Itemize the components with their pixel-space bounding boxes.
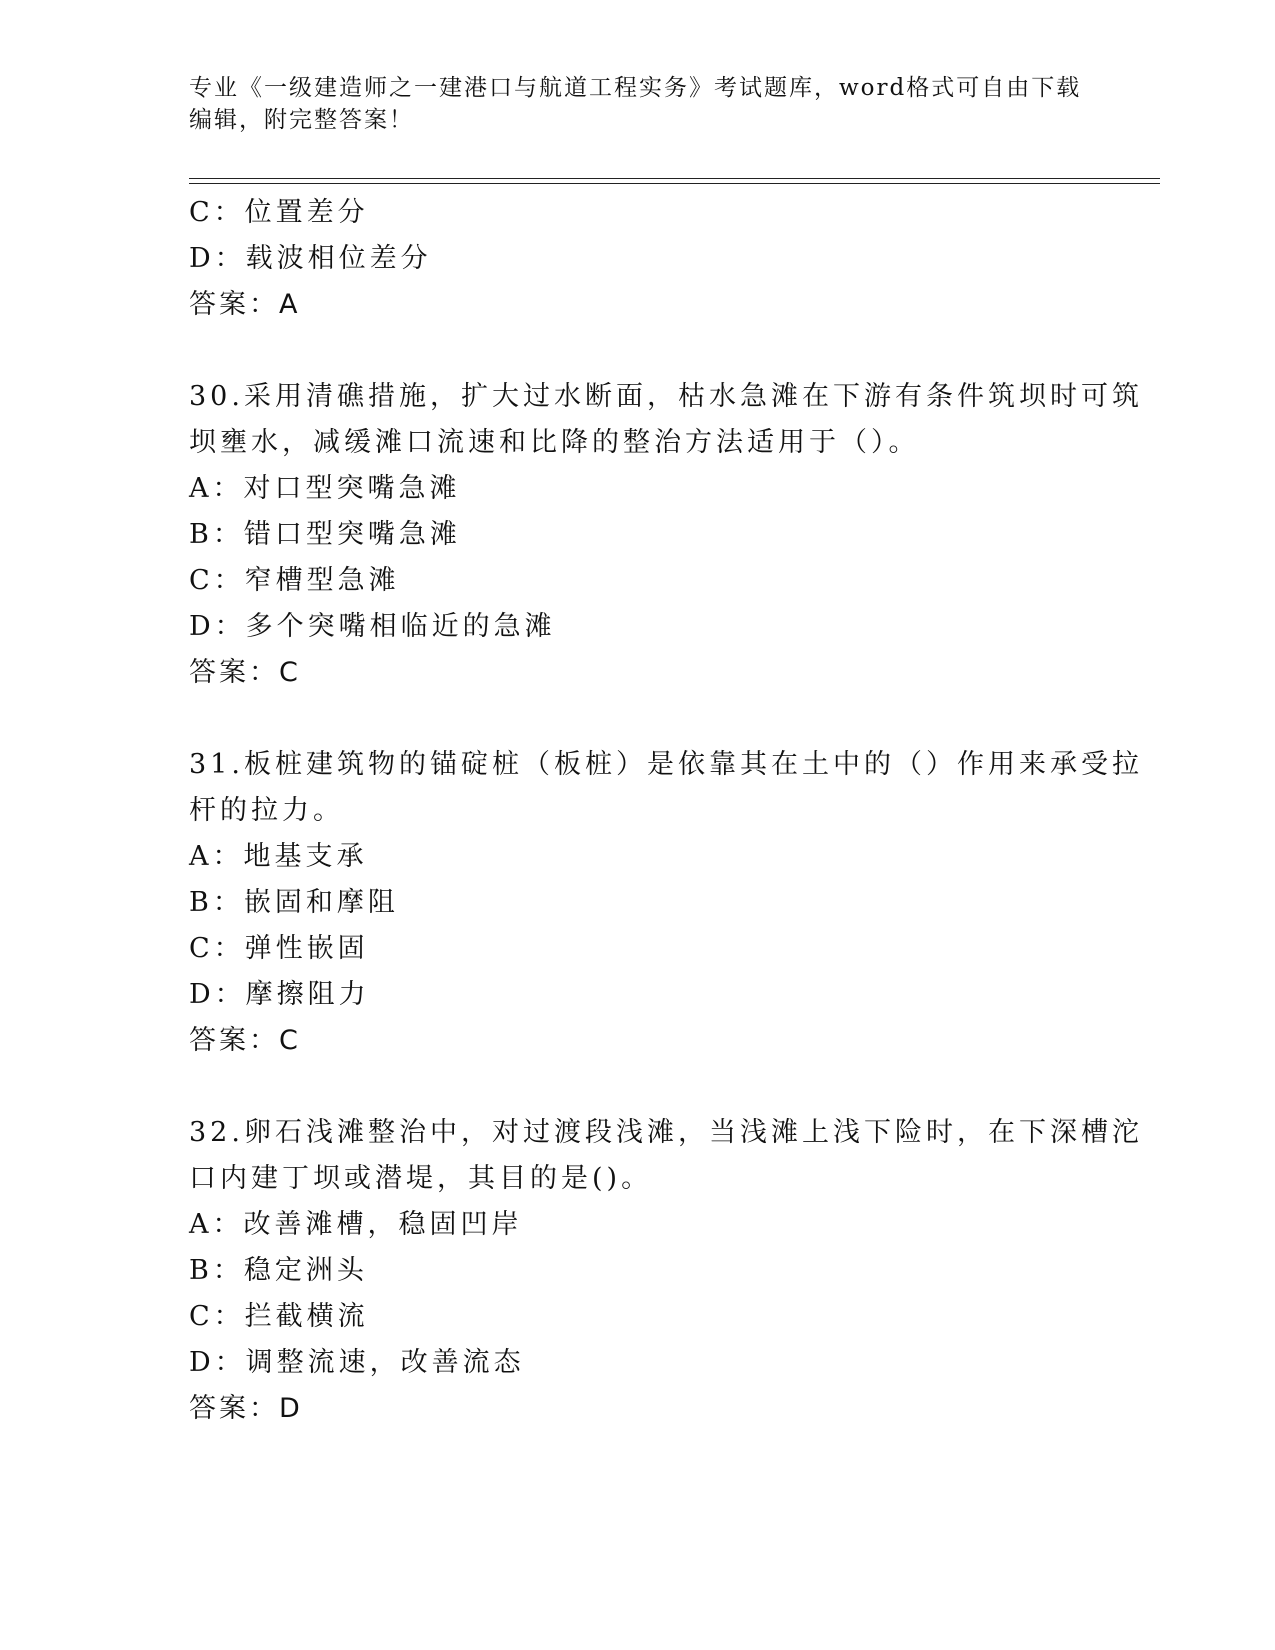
question-32 bbox=[189, 1110, 1143, 1432]
header-divider-top bbox=[189, 178, 1160, 179]
option-b: B：错口型突嘴急滩 bbox=[189, 519, 461, 550]
question-stem bbox=[189, 742, 1143, 834]
option-d: D：载波相位差分 bbox=[189, 243, 432, 274]
option-d: D：调整流速，改善流态 bbox=[189, 1347, 525, 1378]
question-stem-line: 坝壅水，减缓滩口流速和比降的整治方法适用于（）。 bbox=[189, 427, 920, 458]
question-stem bbox=[189, 1110, 1143, 1202]
previous-question-tail bbox=[189, 190, 1089, 328]
option-d: D：摩擦阻力 bbox=[189, 979, 370, 1010]
option-c: C：弹性嵌固 bbox=[189, 933, 369, 964]
header-line-1: 专业《一级建造师之一建港口与航道工程实务》考试题库，word格式可自由下载 bbox=[189, 75, 1082, 101]
option-d: D：多个突嘴相临近的急滩 bbox=[189, 611, 556, 642]
page-header bbox=[189, 72, 1089, 136]
question-stem-line: 31.板桩建筑物的锚碇桩（板桩）是依靠其在土中的（）作用来承受拉 bbox=[189, 749, 1143, 780]
question-list bbox=[189, 190, 1143, 1432]
header-line-2: 编辑，附完整答案！ bbox=[189, 107, 414, 133]
question-30 bbox=[189, 374, 1143, 696]
option-a: A：改善滩槽，稳固凹岸 bbox=[189, 1209, 523, 1240]
option-c: C：拦截横流 bbox=[189, 1301, 369, 1332]
option-c: C：位置差分 bbox=[189, 197, 369, 228]
answer: 答案：A bbox=[189, 289, 301, 320]
option-b: B：稳定洲头 bbox=[189, 1255, 368, 1286]
option-a: A：对口型突嘴急滩 bbox=[189, 473, 461, 504]
question-stem-line: 口内建丁坝或潜堤，其目的是()。 bbox=[189, 1163, 653, 1194]
question-stem bbox=[189, 374, 1143, 466]
question-stem-line: 杆的拉力。 bbox=[189, 795, 344, 826]
option-c: C：窄槽型急滩 bbox=[189, 565, 400, 596]
option-b: B：嵌固和摩阻 bbox=[189, 887, 399, 918]
answer: 答案：C bbox=[189, 1025, 301, 1056]
option-a: A：地基支承 bbox=[189, 841, 368, 872]
question-stem-line: 30.采用清礁措施，扩大过水断面，枯水急滩在下游有条件筑坝时可筑 bbox=[189, 381, 1143, 412]
answer: 答案：D bbox=[189, 1393, 303, 1424]
question-31 bbox=[189, 742, 1143, 1064]
header-divider-bottom bbox=[189, 183, 1160, 184]
answer: 答案：C bbox=[189, 657, 301, 688]
question-stem-line: 32.卵石浅滩整治中，对过渡段浅滩，当浅滩上浅下险时，在下深槽沱 bbox=[189, 1117, 1143, 1148]
